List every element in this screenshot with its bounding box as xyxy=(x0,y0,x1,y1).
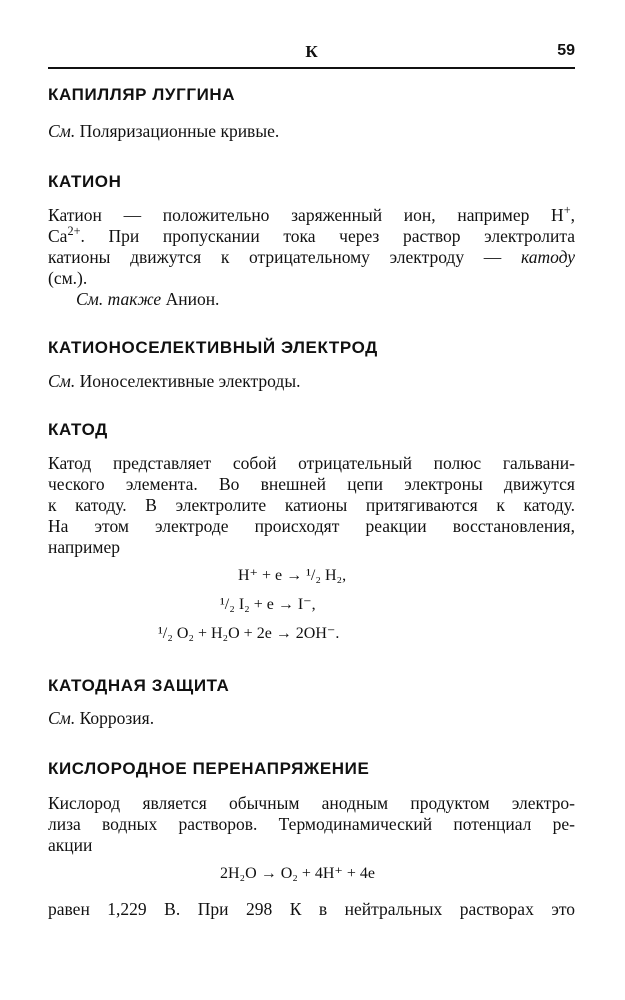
entry-body-continuation xyxy=(48,899,575,920)
running-head xyxy=(48,40,575,64)
see-reference-label: См. xyxy=(48,708,76,728)
see-reference-label: См. xyxy=(48,371,76,391)
body-line: (см.). xyxy=(48,268,88,288)
body-line: ческого элемента. Во внешней цепи электроны движутся xyxy=(48,474,575,494)
entry-see-also xyxy=(48,371,575,392)
see-reference-target: Коррозия. xyxy=(75,708,155,728)
reaction-formula: H⁺ + e → ¹/₂ H₂, xyxy=(238,567,347,584)
entry-heading-cation: КАТИОН xyxy=(48,172,122,191)
body-line: акции xyxy=(48,835,93,855)
body-line: Ca xyxy=(48,226,68,246)
body-line: например xyxy=(48,537,120,557)
see-reference-label: См. также xyxy=(76,289,162,309)
body-line: катионы движутся к отрицательному электроду — xyxy=(48,247,502,267)
entry-see-also xyxy=(48,708,575,729)
body-line: Катод представляет собой отрицательный полюс гальвани- xyxy=(48,453,575,473)
see-reference-target: Поляризационные кривые. xyxy=(75,121,280,141)
entry-heading-cathode: КАТОД xyxy=(48,420,108,439)
see-reference-target: Ионоселективные электроды. xyxy=(75,371,301,391)
reaction-formula: 2H₂O → O₂ + 4H⁺ + 4e xyxy=(220,865,375,882)
entry-heading-cation-selective-electrode: КАТИОНОСЕЛЕКТИВНЫЙ ЭЛЕКТРОД xyxy=(48,338,378,357)
page-number: 59 xyxy=(557,42,575,59)
reaction-formula: ¹/₂ O₂ + H₂O + 2e → 2OH⁻. xyxy=(158,625,340,642)
body-line: к катоду. В электролите катионы притягиваются к катоду. xyxy=(48,495,575,515)
cross-reference-cathode: катоду xyxy=(520,247,575,267)
superscript: + xyxy=(563,203,571,218)
body-line: Катион — положительно заряженный ион, например H xyxy=(48,205,564,225)
see-reference-label: См. xyxy=(48,121,76,141)
entry-heading-cathodic-protection: КАТОДНАЯ ЗАЩИТА xyxy=(48,676,230,695)
entry-body-oxygen-overvoltage xyxy=(48,793,575,856)
body-line: лиза водных растворов. Термодинамический потенциал ре- xyxy=(48,814,575,834)
entry-heading-luggin-capillary: КАПИЛЛЯР ЛУГГИНА xyxy=(48,85,236,104)
reaction-formula: ¹/₂ I₂ + e → I⁻, xyxy=(220,596,316,613)
entry-see-also xyxy=(48,121,575,142)
entry-body-cation xyxy=(48,205,575,310)
entry-body-cathode xyxy=(48,453,575,558)
body-line: На этом электроде происходят реакции восстановления, xyxy=(48,516,575,536)
body-line: . При пропускании тока через раствор электролита xyxy=(80,226,575,246)
header-rule xyxy=(48,67,575,69)
running-head-letter: К xyxy=(305,42,318,61)
superscript: 2+ xyxy=(67,224,81,239)
body-line: равен 1,229 В. При 298 К в нейтральных растворах это xyxy=(48,899,575,919)
see-reference-target: Анион. xyxy=(161,289,220,309)
entry-heading-oxygen-overvoltage: КИСЛОРОДНОЕ ПЕРЕНАПРЯЖЕНИЕ xyxy=(48,759,370,778)
punctuation: , xyxy=(570,205,575,225)
body-line: Кислород является обычным анодным продуктом электро- xyxy=(48,793,575,813)
